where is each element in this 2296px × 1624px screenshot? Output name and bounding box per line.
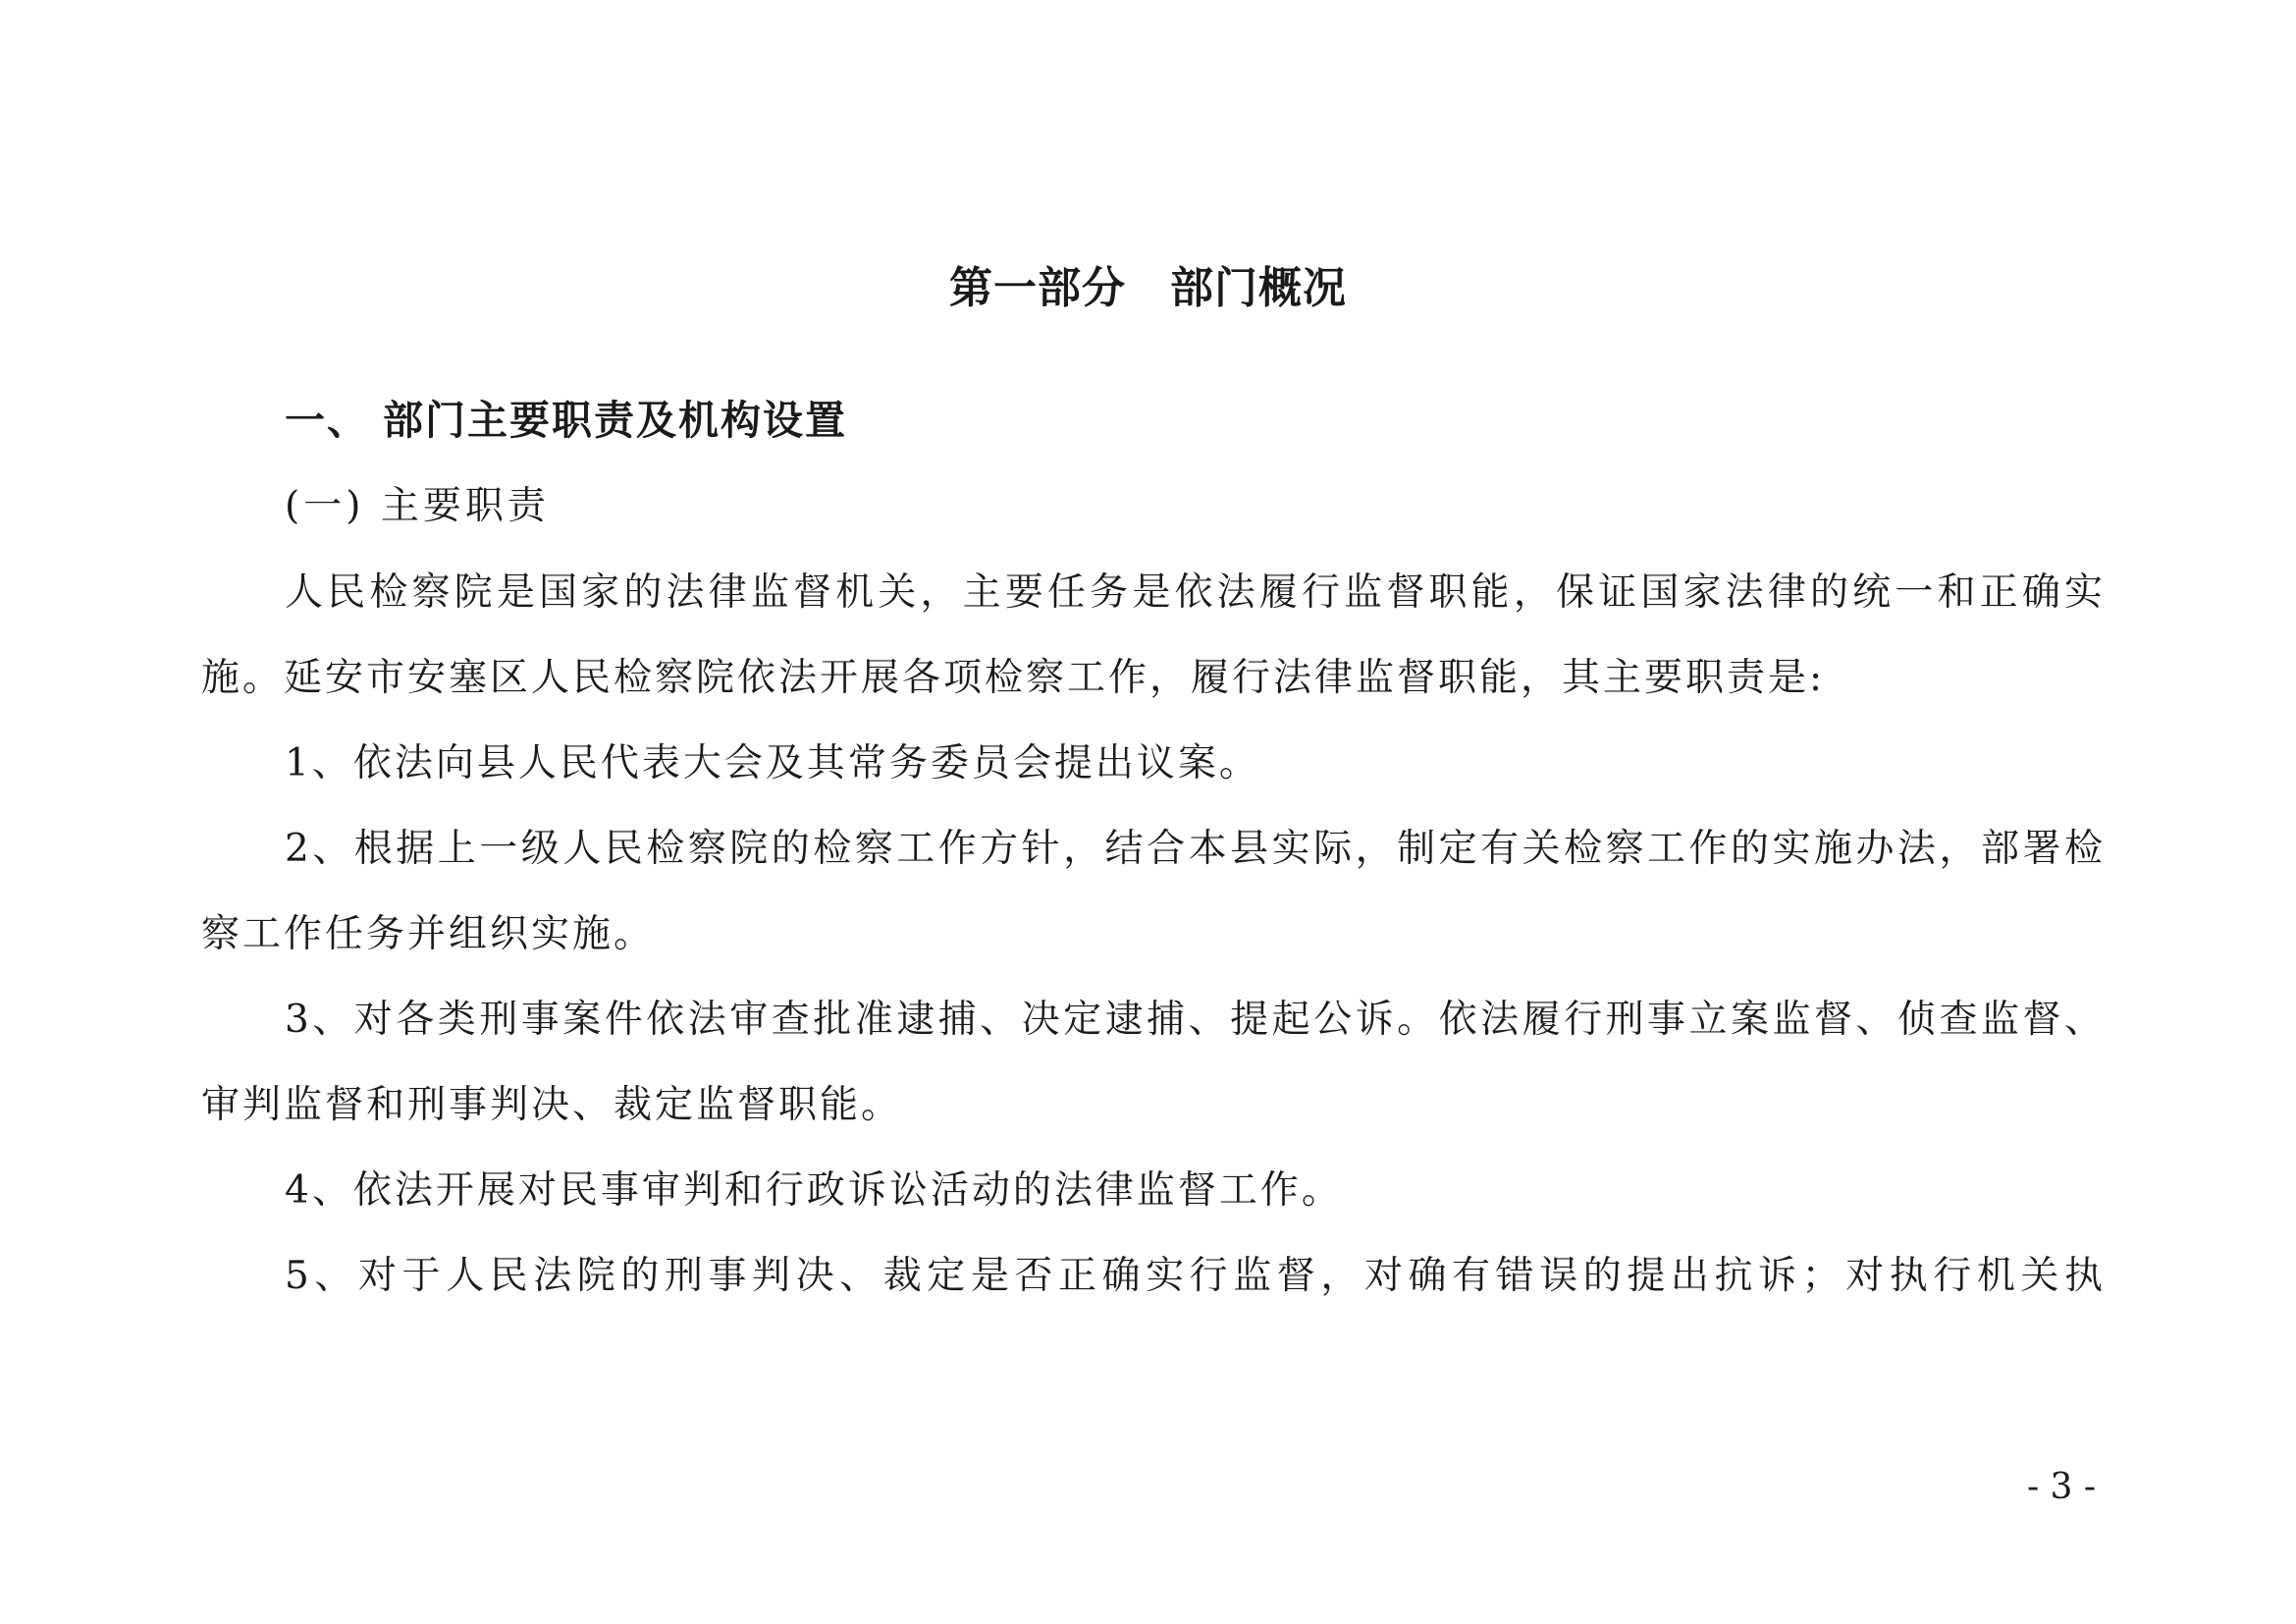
paragraph-duty-2: 2、根据上一级人民检察院的检察工作方针，结合本县实际，制定有关检察工作的实施办法，部署检察工作任务并组织实施。: [201, 827, 2106, 956]
part-title: 第一部分 部门概况: [949, 263, 1347, 313]
section-heading: [285, 389, 847, 452]
page-number: - 3 -: [2026, 1467, 2097, 1507]
paragraph-duty-5: 5、对于人民法院的刑事判决、裁定是否正确实行监督，对确有错误的提出抗诉；对执行机关执: [285, 1254, 2106, 1298]
paragraph-duty-4: 4、依法开展对民事审判和行政诉讼活动的法律监督工作。: [285, 1168, 1343, 1213]
paragraph-intro: 人民检察院是国家的法律监督机关，主要任务是依法履行监督职能，保证国家法律的统一和正确实施。延安市安塞区人民检察院依法开展各项检察工作，履行法律监督职能，其主要职责是:: [201, 570, 2106, 700]
subsection-heading: (一) 主要职责: [285, 484, 550, 528]
paragraph-duty-1: 1、依法向县人民代表大会及其常务委员会提出议案。: [285, 741, 1260, 785]
section-number: 一、: [285, 397, 369, 444]
paragraph-duty-3: 3、对各类刑事案件依法审查批准逮捕、决定逮捕、提起公诉。依法履行刑事立案监督、侦查监督、审判监督和刑事判决、裁定监督职能。: [201, 998, 2106, 1127]
section-heading-text: 部门主要职责及机构设置: [383, 397, 847, 444]
